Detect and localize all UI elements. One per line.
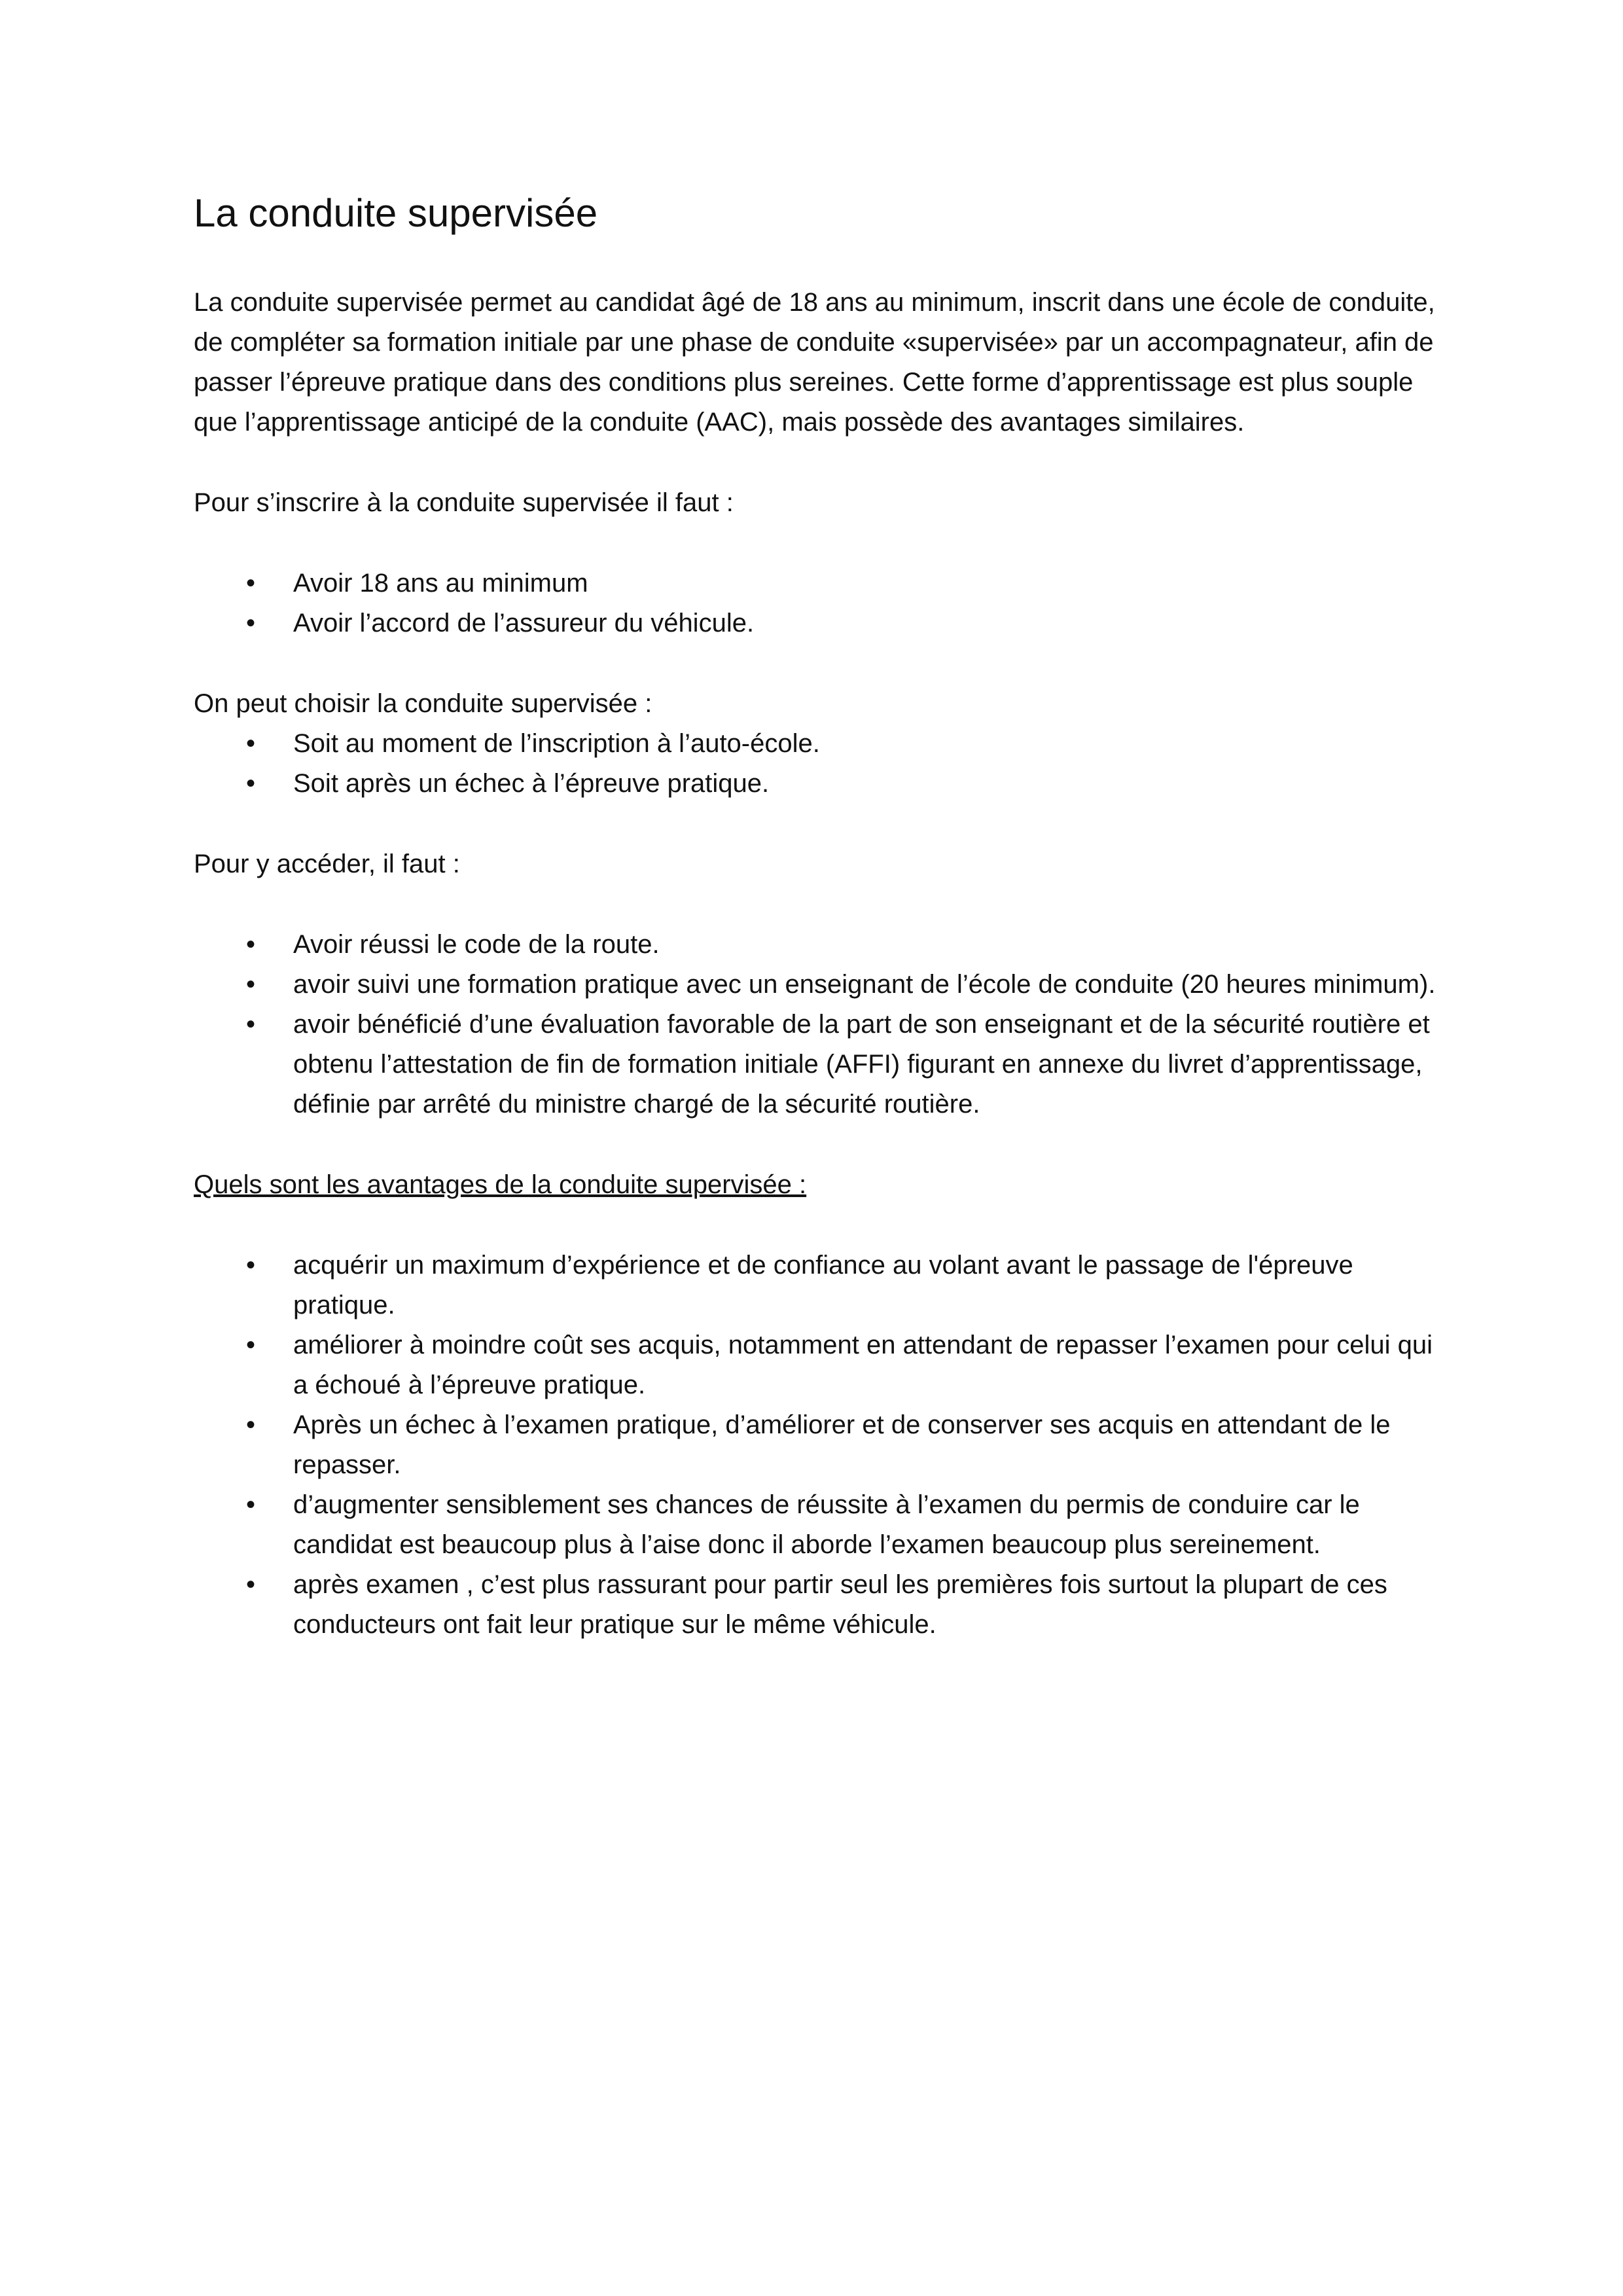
- list-item: [194, 1005, 1450, 1124]
- list-item-text: avoir suivi une formation pratique avec un enseignant de l’école de conduite (20 heures minimum).: [293, 970, 1436, 999]
- list-item-text: acquérir un maximum d’expérience et de confiance au volant avant le passage de l'épreuve pratique.: [293, 1251, 1353, 1319]
- bullet-icon: •: [246, 569, 256, 598]
- acces-list: [194, 925, 1450, 1124]
- list-item: [194, 603, 1450, 643]
- list-item-text: Avoir réussi le code de la route.: [293, 930, 660, 959]
- list-item-text: d’augmenter sensiblement ses chances de réussite à l’examen du permis de conduire car le candidat est beaucoup plus à l’aise donc il aborde l’examen beaucoup plus sereinement.: [293, 1490, 1360, 1559]
- bullet-icon: •: [246, 1410, 256, 1439]
- bullet-icon: •: [246, 1010, 256, 1039]
- list-item: [194, 965, 1450, 1005]
- list-item-text: Après un échec à l’examen pratique, d’améliorer et de conserver ses acquis en attendant de le repasser.: [293, 1410, 1391, 1479]
- list-item: [194, 564, 1450, 603]
- bullet-icon: •: [246, 970, 256, 999]
- list-item: [194, 1246, 1450, 1325]
- list-item: [194, 1405, 1450, 1485]
- bullet-icon: •: [246, 769, 256, 798]
- list-item: [194, 1325, 1450, 1405]
- intro-paragraph: La conduite supervisée permet au candidat âgé de 18 ans au minimum, inscrit dans une école de conduite, de compléter sa formation initiale par une phase de conduite «supervisée» par un accompagnateur, afin de passer l’épreuve pratique dans des conditions plus sereines. Cette forme d’apprentissage est plus souple que l’apprentissage anticipé de la conduite (AAC), mais possède des avantages similaires.: [194, 288, 1435, 437]
- bullet-icon: •: [246, 609, 256, 637]
- bullet-icon: •: [246, 729, 256, 758]
- list-item-text: avoir bénéficié d’une évaluation favorable de la part de son enseignant et de la sécurité routière et obtenu l’attestation de fin de formation initiale (AFFI) figurant en annexe du livret d’apprentissage, définie par arrêté du ministre chargé de la sécurité routière.: [293, 1010, 1430, 1119]
- document-page: [194, 190, 1450, 1685]
- list-item-text: Soit après un échec à l’épreuve pratique.: [293, 769, 770, 798]
- list-item: [194, 1485, 1450, 1565]
- acces-label: Pour y accéder, il faut :: [194, 850, 460, 878]
- list-item: [194, 764, 1450, 804]
- bullet-icon: •: [246, 1331, 256, 1359]
- choix-list: [194, 724, 1450, 804]
- list-item-text: après examen , c’est plus rassurant pour partir seul les premières fois surtout la plupart de ces conducteurs ont fait leur pratique sur le même véhicule.: [293, 1570, 1387, 1639]
- list-item: [194, 724, 1450, 764]
- list-item: [194, 925, 1450, 965]
- inscription-list: [194, 564, 1450, 643]
- page-title: La conduite supervisée: [194, 191, 598, 235]
- bullet-icon: •: [246, 1570, 256, 1599]
- list-item-text: Avoir 18 ans au minimum: [293, 569, 588, 598]
- bullet-icon: •: [246, 1490, 256, 1519]
- bullet-icon: •: [246, 930, 256, 959]
- list-item-text: Soit au moment de l’inscription à l’auto-école.: [293, 729, 820, 758]
- list-item-text: Avoir l’accord de l’assureur du véhicule.: [293, 609, 755, 637]
- avantages-list: [194, 1246, 1450, 1645]
- choix-label: On peut choisir la conduite supervisée :: [194, 689, 652, 718]
- bullet-icon: •: [246, 1251, 256, 1280]
- inscription-label: Pour s’inscrire à la conduite supervisée il faut :: [194, 488, 734, 517]
- list-item: [194, 1565, 1450, 1645]
- list-item-text: améliorer à moindre coût ses acquis, notamment en attendant de repasser l’examen pour celui qui a échoué à l’épreuve pratique.: [293, 1331, 1433, 1399]
- avantages-heading: Quels sont les avantages de la conduite supervisée :: [194, 1170, 807, 1199]
